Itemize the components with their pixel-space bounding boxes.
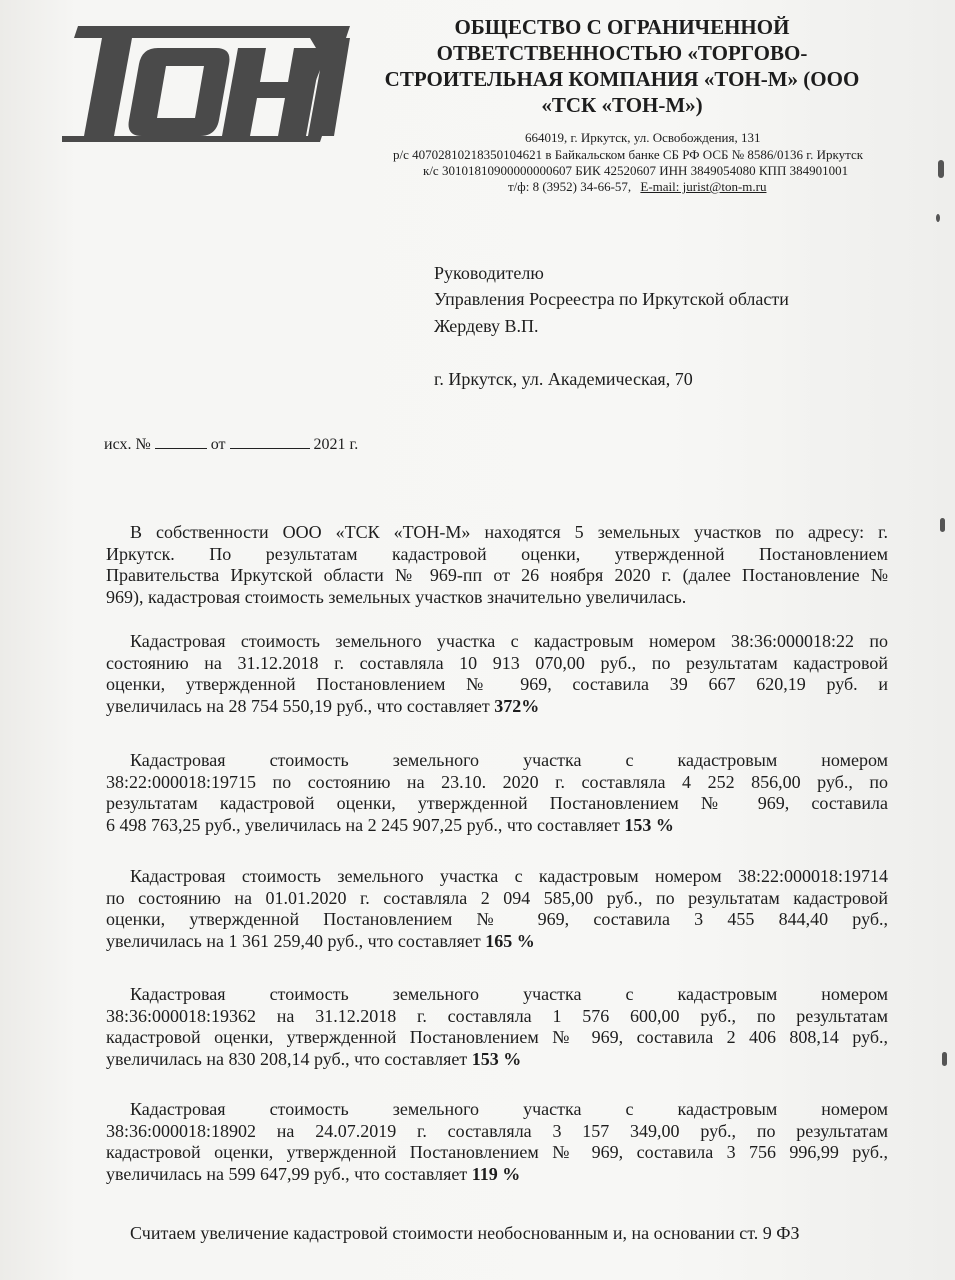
text-line: оценки, утвержденной Постановлением № 969, составила 39 667 620,19 руб. и [106, 674, 888, 694]
text-line: увеличилась на 599 647,99 руб., что составляет [106, 1163, 472, 1184]
paragraph-plot-3 [106, 866, 888, 952]
text-line: оценки, утвержденной Постановлением № 969, составила 3 455 844,40 руб., [106, 909, 888, 929]
correspondent-account: к/с 30101810900000000607 БИК 42520607 ИНН 3849054080 КПП 384901001 [423, 163, 849, 178]
addressee-person: Жердеву В.П. [434, 316, 539, 336]
addressee-department: Управления Росреестра по Иркутской области [434, 289, 789, 309]
text-line: 969), кадастровая стоимость земельных участков значительно увеличилась. [106, 586, 687, 607]
outgoing-number [104, 436, 358, 454]
percentage: 165 % [485, 930, 535, 951]
text-line: Кадастровая стоимость земельного участка с кадастровым номером 38:36:000018:22 по [130, 631, 888, 651]
text-line: Кадастровая стоимость земельного участка с кадастровым номером 38:22:000018:19714 [130, 866, 888, 886]
scan-speck [936, 214, 940, 222]
paragraph-conclusion [106, 1223, 888, 1245]
text-line: увеличилась на 28 754 550,19 руб., что составляет [106, 695, 495, 716]
paragraph-plot-4 [106, 984, 888, 1070]
percentage: 153 % [471, 1048, 522, 1069]
contacts [508, 178, 766, 195]
company-logo [62, 26, 350, 142]
org-line: ОБЩЕСТВО С ОГРАНИЧЕННОЙ [454, 15, 790, 39]
text-line: Кадастровая стоимость земельного участка с кадастровым номером [130, 1099, 888, 1119]
org-line: «ТСК «ТОН-М») [541, 93, 703, 117]
text-line: кадастровой оценки, утвержденной Постановлением № 969, составила 3 756 996,99 руб., [106, 1142, 888, 1162]
text-line: увеличилась на 1 361 259,40 руб., что составляет [106, 930, 486, 951]
addressee-title: Руководителю [434, 263, 544, 283]
organization-name [372, 14, 872, 118]
text-line: кадастровой оценки, утвержденной Постановлением № 969, составила 2 406 808,14 руб., [106, 1027, 888, 1047]
text-line: Считаем увеличение кадастровой стоимости необоснованным и, на основании ст. 9 ФЗ [130, 1223, 800, 1243]
addressee-address: г. Иркутск, ул. Академическая, 70 [434, 369, 693, 389]
text-line: Правительства Иркутской области № 969-пп от 26 ноября 2020 г. (далее Постановление № [106, 565, 888, 585]
text-line: В собственности ООО «ТСК «ТОН-М» находятся 5 земельных участков по адресу: г. [130, 522, 888, 542]
outgoing-prefix: исх. № [104, 436, 151, 453]
bank-account: р/с 40702810218350104621 в Байкальском банке СБ РФ ОСБ № 8586/0136 г. Иркутск [393, 147, 864, 162]
paragraph-plot-1 [106, 631, 888, 717]
text-line: результатам кадастровой оценки, утвержденной Постановлением № 969, составила [106, 793, 888, 813]
text-line: 38:36:000018:19362 на 31.12.2018 г. составляла 1 576 600,00 руб., по результатам [106, 1005, 888, 1026]
text-line: Кадастровая стоимость земельного участка с кадастровым номером [130, 984, 888, 1004]
date-blank [230, 436, 310, 449]
phone: т/ф: 8 (3952) 34-66-57, [508, 179, 632, 194]
outgoing-year: 2021 г. [313, 436, 359, 453]
paragraph-plot-5 [106, 1099, 888, 1185]
scan-speck [942, 1052, 947, 1066]
text-line: 6 498 763,25 руб., увеличилась на 2 245 907,25 руб., что составляет [106, 814, 625, 835]
percentage: 153 % [624, 814, 674, 835]
text-line: Кадастровая стоимость земельного участка с кадастровым номером [130, 750, 888, 770]
text-line: по состоянию на 01.01.2020 г. составляла 2 094 585,00 руб., по результатам кадастровой [106, 887, 888, 908]
paragraph-plot-2 [106, 750, 888, 836]
percentage: 372% [494, 695, 540, 716]
outgoing-date-label: от [210, 436, 226, 453]
text-line: увеличилась на 830 208,14 руб., что составляет [106, 1048, 472, 1069]
scan-speck [938, 160, 944, 178]
paragraph-intro [106, 522, 888, 608]
percentage: 119 % [471, 1163, 521, 1184]
org-line: ОТВЕТСТВЕННОСТЬЮ «ТОРГОВО- [436, 41, 808, 65]
org-line: СТРОИТЕЛЬНАЯ КОМПАНИЯ «ТОН-М» (ООО [384, 67, 860, 91]
email-link[interactable]: E-mail: jurist@ton-m.ru [640, 179, 767, 194]
number-blank [155, 436, 207, 449]
text-line: 38:22:000018:19715 по состоянию на 23.10. 2020 г. составляла 4 252 856,00 руб., по [106, 771, 888, 792]
text-line: Иркутск. По результатам кадастровой оценки, утвержденной Постановлением [106, 543, 888, 564]
text-line: 38:36:000018:18902 на 24.07.2019 г. составляла 3 157 349,00 руб., по результатам [106, 1120, 888, 1141]
company-address: 664019, г. Иркутск, ул. Освобождения, 131 [525, 130, 761, 145]
scan-speck [940, 518, 945, 532]
text-line: состоянию на 31.12.2018 г. составляла 10 913 070,00 руб., по результатам кадастровой [106, 652, 888, 673]
